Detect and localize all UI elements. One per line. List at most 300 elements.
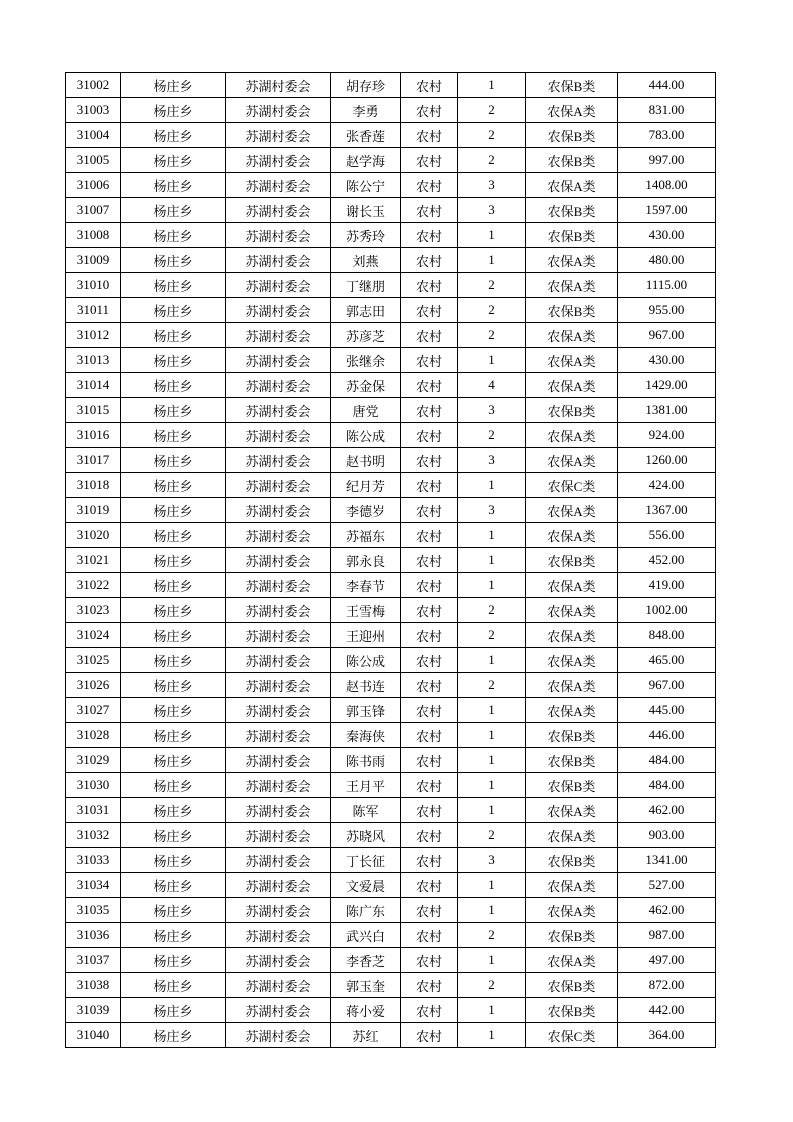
table-row bbox=[66, 1023, 716, 1048]
cell-category: 农保A类 bbox=[526, 373, 618, 398]
cell-residence: 农村 bbox=[401, 123, 458, 148]
cell-category: 农保A类 bbox=[526, 98, 618, 123]
cell-category: 农保B类 bbox=[526, 973, 618, 998]
cell-village: 苏湖村委会 bbox=[226, 923, 331, 948]
table-row bbox=[66, 848, 716, 873]
cell-count: 2 bbox=[458, 423, 526, 448]
cell-category: 农保A类 bbox=[526, 323, 618, 348]
cell-amount: 872.00 bbox=[618, 973, 716, 998]
cell-village: 苏湖村委会 bbox=[226, 673, 331, 698]
cell-name: 张香莲 bbox=[331, 123, 401, 148]
cell-amount: 783.00 bbox=[618, 123, 716, 148]
table-row bbox=[66, 873, 716, 898]
table-row bbox=[66, 673, 716, 698]
cell-township: 杨庄乡 bbox=[121, 773, 226, 798]
cell-count: 3 bbox=[458, 848, 526, 873]
table-row bbox=[66, 698, 716, 723]
cell-name: 赵学海 bbox=[331, 148, 401, 173]
cell-category: 农保A类 bbox=[526, 423, 618, 448]
cell-id: 31023 bbox=[66, 598, 121, 623]
cell-township: 杨庄乡 bbox=[121, 723, 226, 748]
cell-category: 农保A类 bbox=[526, 798, 618, 823]
cell-category: 农保B类 bbox=[526, 398, 618, 423]
cell-count: 2 bbox=[458, 323, 526, 348]
cell-amount: 987.00 bbox=[618, 923, 716, 948]
cell-count: 2 bbox=[458, 598, 526, 623]
cell-amount: 831.00 bbox=[618, 98, 716, 123]
cell-name: 李香芝 bbox=[331, 948, 401, 973]
cell-count: 1 bbox=[458, 648, 526, 673]
cell-amount: 444.00 bbox=[618, 73, 716, 98]
cell-residence: 农村 bbox=[401, 223, 458, 248]
cell-id: 31033 bbox=[66, 848, 121, 873]
table-row bbox=[66, 973, 716, 998]
cell-name: 苏彦芝 bbox=[331, 323, 401, 348]
table-row bbox=[66, 173, 716, 198]
cell-village: 苏湖村委会 bbox=[226, 1023, 331, 1048]
cell-count: 1 bbox=[458, 948, 526, 973]
cell-township: 杨庄乡 bbox=[121, 298, 226, 323]
cell-category: 农保B类 bbox=[526, 773, 618, 798]
cell-name: 胡存珍 bbox=[331, 73, 401, 98]
cell-amount: 997.00 bbox=[618, 148, 716, 173]
cell-category: 农保B类 bbox=[526, 73, 618, 98]
cell-township: 杨庄乡 bbox=[121, 223, 226, 248]
table-row bbox=[66, 948, 716, 973]
cell-township: 杨庄乡 bbox=[121, 373, 226, 398]
cell-residence: 农村 bbox=[401, 273, 458, 298]
cell-id: 31032 bbox=[66, 823, 121, 848]
cell-count: 1 bbox=[458, 873, 526, 898]
cell-residence: 农村 bbox=[401, 98, 458, 123]
cell-count: 1 bbox=[458, 523, 526, 548]
cell-residence: 农村 bbox=[401, 548, 458, 573]
cell-id: 31005 bbox=[66, 148, 121, 173]
cell-residence: 农村 bbox=[401, 298, 458, 323]
cell-count: 2 bbox=[458, 623, 526, 648]
cell-count: 2 bbox=[458, 823, 526, 848]
cell-village: 苏湖村委会 bbox=[226, 198, 331, 223]
cell-id: 31010 bbox=[66, 273, 121, 298]
cell-id: 31040 bbox=[66, 1023, 121, 1048]
cell-name: 蒋小爱 bbox=[331, 998, 401, 1023]
cell-residence: 农村 bbox=[401, 798, 458, 823]
cell-category: 农保A类 bbox=[526, 273, 618, 298]
cell-amount: 556.00 bbox=[618, 523, 716, 548]
cell-category: 农保B类 bbox=[526, 998, 618, 1023]
cell-township: 杨庄乡 bbox=[121, 923, 226, 948]
cell-township: 杨庄乡 bbox=[121, 73, 226, 98]
cell-village: 苏湖村委会 bbox=[226, 423, 331, 448]
cell-township: 杨庄乡 bbox=[121, 898, 226, 923]
cell-name: 李勇 bbox=[331, 98, 401, 123]
cell-category: 农保B类 bbox=[526, 223, 618, 248]
cell-name: 秦海侠 bbox=[331, 723, 401, 748]
cell-residence: 农村 bbox=[401, 348, 458, 373]
cell-name: 李德岁 bbox=[331, 498, 401, 523]
cell-amount: 955.00 bbox=[618, 298, 716, 323]
cell-name: 郭永良 bbox=[331, 548, 401, 573]
cell-name: 陈军 bbox=[331, 798, 401, 823]
cell-name: 谢长玉 bbox=[331, 198, 401, 223]
cell-id: 31034 bbox=[66, 873, 121, 898]
cell-count: 2 bbox=[458, 673, 526, 698]
cell-id: 31024 bbox=[66, 623, 121, 648]
cell-residence: 农村 bbox=[401, 823, 458, 848]
table-row bbox=[66, 473, 716, 498]
cell-village: 苏湖村委会 bbox=[226, 248, 331, 273]
cell-name: 赵书明 bbox=[331, 448, 401, 473]
cell-township: 杨庄乡 bbox=[121, 423, 226, 448]
cell-category: 农保A类 bbox=[526, 948, 618, 973]
cell-residence: 农村 bbox=[401, 573, 458, 598]
cell-category: 农保A类 bbox=[526, 248, 618, 273]
cell-village: 苏湖村委会 bbox=[226, 873, 331, 898]
cell-count: 2 bbox=[458, 273, 526, 298]
cell-township: 杨庄乡 bbox=[121, 273, 226, 298]
cell-count: 1 bbox=[458, 248, 526, 273]
cell-name: 王迎州 bbox=[331, 623, 401, 648]
cell-amount: 967.00 bbox=[618, 673, 716, 698]
cell-id: 31022 bbox=[66, 573, 121, 598]
cell-category: 农保A类 bbox=[526, 823, 618, 848]
cell-count: 2 bbox=[458, 923, 526, 948]
cell-id: 31025 bbox=[66, 648, 121, 673]
cell-residence: 农村 bbox=[401, 923, 458, 948]
cell-name: 丁长征 bbox=[331, 848, 401, 873]
cell-name: 唐党 bbox=[331, 398, 401, 423]
cell-name: 王雪梅 bbox=[331, 598, 401, 623]
cell-id: 31026 bbox=[66, 673, 121, 698]
cell-id: 31018 bbox=[66, 473, 121, 498]
cell-id: 31008 bbox=[66, 223, 121, 248]
table-row bbox=[66, 123, 716, 148]
cell-count: 1 bbox=[458, 773, 526, 798]
cell-village: 苏湖村委会 bbox=[226, 73, 331, 98]
cell-amount: 465.00 bbox=[618, 648, 716, 673]
cell-residence: 农村 bbox=[401, 173, 458, 198]
cell-township: 杨庄乡 bbox=[121, 673, 226, 698]
cell-count: 3 bbox=[458, 173, 526, 198]
cell-village: 苏湖村委会 bbox=[226, 798, 331, 823]
cell-count: 2 bbox=[458, 123, 526, 148]
cell-village: 苏湖村委会 bbox=[226, 573, 331, 598]
cell-village: 苏湖村委会 bbox=[226, 273, 331, 298]
cell-village: 苏湖村委会 bbox=[226, 473, 331, 498]
cell-name: 张继余 bbox=[331, 348, 401, 373]
cell-village: 苏湖村委会 bbox=[226, 723, 331, 748]
cell-name: 陈书雨 bbox=[331, 748, 401, 773]
cell-category: 农保A类 bbox=[526, 698, 618, 723]
cell-name: 刘燕 bbox=[331, 248, 401, 273]
cell-township: 杨庄乡 bbox=[121, 748, 226, 773]
table-row bbox=[66, 148, 716, 173]
table-row bbox=[66, 248, 716, 273]
cell-name: 苏福东 bbox=[331, 523, 401, 548]
cell-count: 1 bbox=[458, 998, 526, 1023]
cell-category: 农保C类 bbox=[526, 473, 618, 498]
cell-amount: 442.00 bbox=[618, 998, 716, 1023]
cell-name: 苏秀玲 bbox=[331, 223, 401, 248]
cell-name: 丁继朋 bbox=[331, 273, 401, 298]
cell-residence: 农村 bbox=[401, 748, 458, 773]
cell-amount: 527.00 bbox=[618, 873, 716, 898]
cell-residence: 农村 bbox=[401, 423, 458, 448]
cell-id: 31014 bbox=[66, 373, 121, 398]
cell-name: 纪月芳 bbox=[331, 473, 401, 498]
cell-township: 杨庄乡 bbox=[121, 248, 226, 273]
cell-amount: 430.00 bbox=[618, 223, 716, 248]
table-row bbox=[66, 648, 716, 673]
table-row bbox=[66, 523, 716, 548]
cell-count: 1 bbox=[458, 73, 526, 98]
cell-village: 苏湖村委会 bbox=[226, 998, 331, 1023]
cell-amount: 446.00 bbox=[618, 723, 716, 748]
table-row bbox=[66, 398, 716, 423]
cell-village: 苏湖村委会 bbox=[226, 548, 331, 573]
cell-township: 杨庄乡 bbox=[121, 848, 226, 873]
cell-id: 31027 bbox=[66, 698, 121, 723]
cell-township: 杨庄乡 bbox=[121, 323, 226, 348]
table-row bbox=[66, 823, 716, 848]
cell-id: 31011 bbox=[66, 298, 121, 323]
cell-township: 杨庄乡 bbox=[121, 173, 226, 198]
cell-amount: 1002.00 bbox=[618, 598, 716, 623]
cell-township: 杨庄乡 bbox=[121, 798, 226, 823]
cell-amount: 924.00 bbox=[618, 423, 716, 448]
cell-category: 农保B类 bbox=[526, 148, 618, 173]
benefits-table-body bbox=[66, 73, 716, 1048]
cell-id: 31020 bbox=[66, 523, 121, 548]
cell-village: 苏湖村委会 bbox=[226, 623, 331, 648]
cell-name: 郭玉锋 bbox=[331, 698, 401, 723]
table-row bbox=[66, 298, 716, 323]
cell-amount: 424.00 bbox=[618, 473, 716, 498]
cell-village: 苏湖村委会 bbox=[226, 523, 331, 548]
cell-id: 31035 bbox=[66, 898, 121, 923]
cell-residence: 农村 bbox=[401, 998, 458, 1023]
cell-village: 苏湖村委会 bbox=[226, 373, 331, 398]
cell-village: 苏湖村委会 bbox=[226, 748, 331, 773]
cell-amount: 462.00 bbox=[618, 898, 716, 923]
cell-village: 苏湖村委会 bbox=[226, 973, 331, 998]
cell-amount: 967.00 bbox=[618, 323, 716, 348]
cell-village: 苏湖村委会 bbox=[226, 598, 331, 623]
cell-village: 苏湖村委会 bbox=[226, 698, 331, 723]
cell-amount: 484.00 bbox=[618, 773, 716, 798]
cell-name: 赵书连 bbox=[331, 673, 401, 698]
cell-residence: 农村 bbox=[401, 1023, 458, 1048]
table-row bbox=[66, 73, 716, 98]
cell-village: 苏湖村委会 bbox=[226, 898, 331, 923]
cell-count: 4 bbox=[458, 373, 526, 398]
cell-residence: 农村 bbox=[401, 723, 458, 748]
cell-amount: 903.00 bbox=[618, 823, 716, 848]
cell-id: 31006 bbox=[66, 173, 121, 198]
cell-township: 杨庄乡 bbox=[121, 573, 226, 598]
cell-village: 苏湖村委会 bbox=[226, 448, 331, 473]
cell-amount: 1381.00 bbox=[618, 398, 716, 423]
cell-township: 杨庄乡 bbox=[121, 198, 226, 223]
cell-category: 农保A类 bbox=[526, 898, 618, 923]
cell-residence: 农村 bbox=[401, 973, 458, 998]
cell-count: 1 bbox=[458, 723, 526, 748]
cell-category: 农保A类 bbox=[526, 348, 618, 373]
cell-residence: 农村 bbox=[401, 148, 458, 173]
cell-residence: 农村 bbox=[401, 523, 458, 548]
cell-category: 农保A类 bbox=[526, 648, 618, 673]
cell-name: 苏晓风 bbox=[331, 823, 401, 848]
cell-township: 杨庄乡 bbox=[121, 473, 226, 498]
cell-count: 2 bbox=[458, 973, 526, 998]
cell-amount: 484.00 bbox=[618, 748, 716, 773]
cell-id: 31015 bbox=[66, 398, 121, 423]
table-row bbox=[66, 448, 716, 473]
cell-township: 杨庄乡 bbox=[121, 948, 226, 973]
cell-residence: 农村 bbox=[401, 248, 458, 273]
cell-village: 苏湖村委会 bbox=[226, 173, 331, 198]
cell-id: 31002 bbox=[66, 73, 121, 98]
cell-village: 苏湖村委会 bbox=[226, 348, 331, 373]
cell-village: 苏湖村委会 bbox=[226, 498, 331, 523]
cell-count: 3 bbox=[458, 448, 526, 473]
cell-count: 1 bbox=[458, 573, 526, 598]
cell-amount: 1367.00 bbox=[618, 498, 716, 523]
cell-residence: 农村 bbox=[401, 498, 458, 523]
cell-township: 杨庄乡 bbox=[121, 348, 226, 373]
cell-residence: 农村 bbox=[401, 673, 458, 698]
cell-id: 31013 bbox=[66, 348, 121, 373]
cell-amount: 1115.00 bbox=[618, 273, 716, 298]
cell-category: 农保B类 bbox=[526, 723, 618, 748]
cell-id: 31030 bbox=[66, 773, 121, 798]
table-row bbox=[66, 798, 716, 823]
cell-id: 31028 bbox=[66, 723, 121, 748]
table-row bbox=[66, 623, 716, 648]
cell-township: 杨庄乡 bbox=[121, 448, 226, 473]
cell-amount: 1408.00 bbox=[618, 173, 716, 198]
cell-amount: 445.00 bbox=[618, 698, 716, 723]
cell-name: 陈广东 bbox=[331, 898, 401, 923]
cell-category: 农保A类 bbox=[526, 523, 618, 548]
cell-residence: 农村 bbox=[401, 773, 458, 798]
cell-amount: 497.00 bbox=[618, 948, 716, 973]
cell-id: 31021 bbox=[66, 548, 121, 573]
cell-id: 31019 bbox=[66, 498, 121, 523]
table-row bbox=[66, 348, 716, 373]
cell-village: 苏湖村委会 bbox=[226, 98, 331, 123]
cell-township: 杨庄乡 bbox=[121, 873, 226, 898]
cell-category: 农保B类 bbox=[526, 198, 618, 223]
cell-village: 苏湖村委会 bbox=[226, 123, 331, 148]
cell-id: 31039 bbox=[66, 998, 121, 1023]
cell-village: 苏湖村委会 bbox=[226, 323, 331, 348]
cell-village: 苏湖村委会 bbox=[226, 298, 331, 323]
cell-residence: 农村 bbox=[401, 323, 458, 348]
cell-name: 王月平 bbox=[331, 773, 401, 798]
cell-count: 1 bbox=[458, 898, 526, 923]
table-row bbox=[66, 723, 716, 748]
cell-residence: 农村 bbox=[401, 698, 458, 723]
cell-id: 31029 bbox=[66, 748, 121, 773]
cell-residence: 农村 bbox=[401, 373, 458, 398]
cell-count: 1 bbox=[458, 348, 526, 373]
cell-amount: 419.00 bbox=[618, 573, 716, 598]
cell-category: 农保B类 bbox=[526, 123, 618, 148]
cell-category: 农保A类 bbox=[526, 873, 618, 898]
cell-name: 陈公成 bbox=[331, 423, 401, 448]
cell-residence: 农村 bbox=[401, 73, 458, 98]
cell-village: 苏湖村委会 bbox=[226, 398, 331, 423]
cell-category: 农保A类 bbox=[526, 623, 618, 648]
table-row bbox=[66, 773, 716, 798]
cell-category: 农保A类 bbox=[526, 448, 618, 473]
cell-name: 郭玉奎 bbox=[331, 973, 401, 998]
cell-count: 3 bbox=[458, 198, 526, 223]
cell-category: 农保B类 bbox=[526, 923, 618, 948]
cell-count: 1 bbox=[458, 473, 526, 498]
cell-township: 杨庄乡 bbox=[121, 823, 226, 848]
cell-residence: 农村 bbox=[401, 873, 458, 898]
cell-name: 苏金保 bbox=[331, 373, 401, 398]
cell-village: 苏湖村委会 bbox=[226, 823, 331, 848]
cell-residence: 农村 bbox=[401, 598, 458, 623]
cell-township: 杨庄乡 bbox=[121, 398, 226, 423]
cell-village: 苏湖村委会 bbox=[226, 848, 331, 873]
cell-township: 杨庄乡 bbox=[121, 998, 226, 1023]
cell-id: 31017 bbox=[66, 448, 121, 473]
cell-count: 2 bbox=[458, 98, 526, 123]
table-row bbox=[66, 573, 716, 598]
cell-township: 杨庄乡 bbox=[121, 698, 226, 723]
cell-category: 农保A类 bbox=[526, 673, 618, 698]
cell-amount: 452.00 bbox=[618, 548, 716, 573]
cell-id: 31003 bbox=[66, 98, 121, 123]
cell-name: 郭志田 bbox=[331, 298, 401, 323]
cell-village: 苏湖村委会 bbox=[226, 948, 331, 973]
cell-id: 31009 bbox=[66, 248, 121, 273]
table-row bbox=[66, 373, 716, 398]
table-row bbox=[66, 548, 716, 573]
cell-amount: 462.00 bbox=[618, 798, 716, 823]
table-row bbox=[66, 923, 716, 948]
cell-id: 31037 bbox=[66, 948, 121, 973]
cell-township: 杨庄乡 bbox=[121, 98, 226, 123]
cell-village: 苏湖村委会 bbox=[226, 148, 331, 173]
cell-residence: 农村 bbox=[401, 948, 458, 973]
table-row bbox=[66, 98, 716, 123]
cell-category: 农保B类 bbox=[526, 298, 618, 323]
cell-township: 杨庄乡 bbox=[121, 523, 226, 548]
cell-amount: 480.00 bbox=[618, 248, 716, 273]
table-row bbox=[66, 598, 716, 623]
cell-name: 陈公成 bbox=[331, 648, 401, 673]
cell-count: 1 bbox=[458, 548, 526, 573]
cell-residence: 农村 bbox=[401, 398, 458, 423]
cell-residence: 农村 bbox=[401, 848, 458, 873]
table-row bbox=[66, 423, 716, 448]
cell-residence: 农村 bbox=[401, 448, 458, 473]
cell-count: 1 bbox=[458, 748, 526, 773]
table-row bbox=[66, 198, 716, 223]
cell-name: 武兴白 bbox=[331, 923, 401, 948]
cell-amount: 1341.00 bbox=[618, 848, 716, 873]
cell-township: 杨庄乡 bbox=[121, 498, 226, 523]
table-row bbox=[66, 223, 716, 248]
cell-village: 苏湖村委会 bbox=[226, 223, 331, 248]
table-row bbox=[66, 498, 716, 523]
cell-township: 杨庄乡 bbox=[121, 623, 226, 648]
